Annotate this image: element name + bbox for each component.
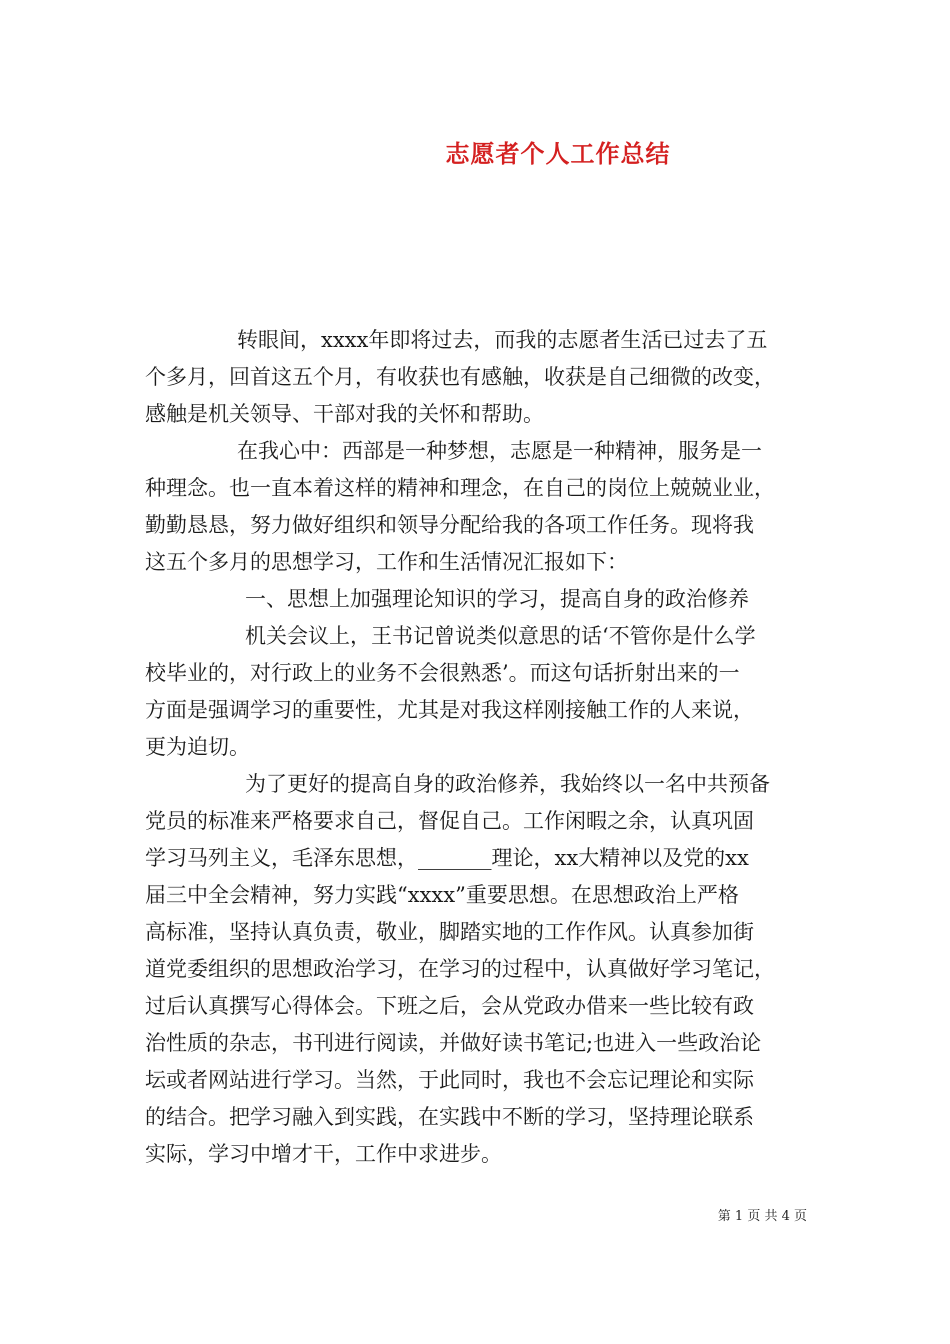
- paragraph-line: 道党委组织的思想政治学习，在学习的过程中，认真做好学习笔记，: [145, 957, 775, 981]
- section-heading: 一、思想上加强理论知识的学习，提高自身的政治修养: [245, 587, 749, 611]
- paragraph-line: 高标准，坚持认真负责，敬业，脚踏实地的工作作风。认真参加街: [145, 920, 754, 944]
- paragraph-line: 转眼间，xxxx年即将过去，而我的志愿者生活已过去了五: [237, 328, 768, 352]
- paragraph-line: 党员的标准来严格要求自己，督促自己。工作闲暇之余，认真巩固: [145, 809, 754, 833]
- document-body: [145, 322, 813, 1173]
- paragraph-line: 机关会议上，王书记曾说类似意思的话‘不管你是什么学: [245, 624, 756, 648]
- page-number: 第 1 页 共 4 页: [717, 1209, 807, 1224]
- paragraph-line: 感触是机关领导、干部对我的关怀和帮助。: [145, 402, 544, 426]
- paragraph-line: 为了更好的提高自身的政治修养，我始终以一名中共预备: [245, 772, 770, 796]
- paragraph-line: 实际，学习中增才干，工作中求进步。: [145, 1142, 502, 1166]
- paragraph-line: 过后认真撰写心得体会。下班之后，会从党政办借来一些比较有政: [145, 994, 754, 1018]
- paragraph-line: 方面是强调学习的重要性，尤其是对我这样刚接触工作的人来说，: [145, 698, 754, 722]
- paragraph-line: 更为迫切。: [145, 735, 250, 759]
- paragraph-line: 校毕业的，对行政上的业务不会很熟悉’。而这句话折射出来的一: [145, 661, 740, 685]
- paragraph-line: 这五个多月的思想学习，工作和生活情况汇报如下：: [145, 550, 628, 574]
- paragraph-line: 种理念。也一直本着这样的精神和理念，在自己的岗位上兢兢业业，: [145, 476, 775, 500]
- paragraph-line: 的结合。把学习融入到实践，在实践中不断的学习，坚持理论联系: [145, 1105, 754, 1129]
- paragraph-line: 治性质的杂志，书刊进行阅读，并做好读书笔记;也进入一些政治论: [145, 1031, 762, 1055]
- paragraph-line: 个多月，回首这五个月，有收获也有感触，收获是自己细微的改变，: [145, 365, 775, 389]
- paragraph-line: 学习马列主义，毛泽东思想，_______理论，xx大精神以及党的xx: [145, 846, 749, 870]
- paragraph-line: 坛或者网站进行学习。当然，于此同时，我也不会忘记理论和实际: [145, 1068, 754, 1092]
- paragraph-line: 在我心中：西部是一种梦想，志愿是一种精神，服务是一: [237, 439, 762, 463]
- document-title: 志愿者个人工作总结: [445, 139, 671, 168]
- paragraph-line: 勤勤恳恳，努力做好组织和领导分配给我的各项工作任务。现将我: [145, 513, 754, 537]
- paragraph-line: 届三中全会精神，努力实践“xxxx”重要思想。在思想政治上严格: [145, 883, 739, 907]
